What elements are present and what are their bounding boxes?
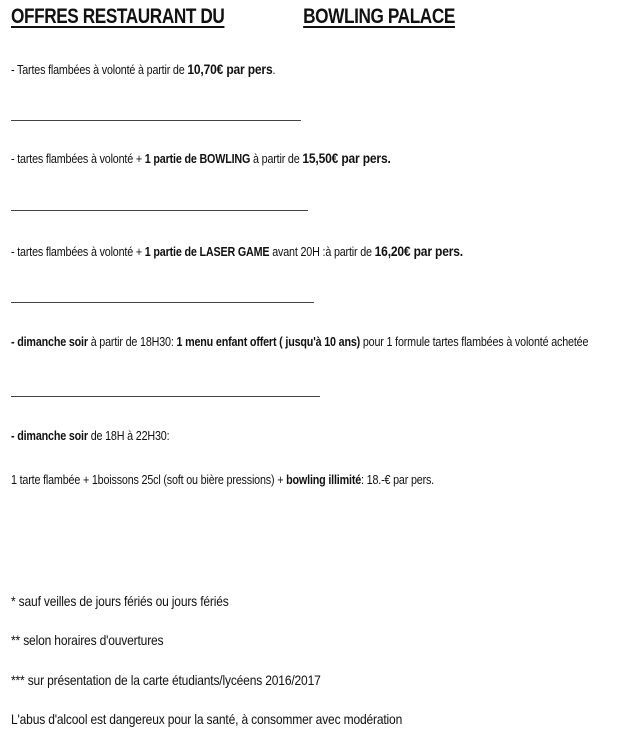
title-left: OFFRES RESTAURANT DU [11, 5, 225, 28]
offer-dimanche-enfant [11, 335, 588, 349]
offer-price: 15,50€ par pers. [302, 150, 391, 166]
separator-line [11, 210, 308, 211]
offer-text-end: pour 1 formule tartes flambées à volonté achetée [360, 335, 589, 349]
offer-price: 16,20€ par pers. [374, 243, 463, 259]
offer-text-mid: à partir de [250, 152, 303, 166]
offer-text: 1 tarte flambée + 1boissons 25cl (soft ou bière pressions) + [11, 473, 287, 487]
offer-day: - dimanche soir [11, 429, 88, 443]
offer-text-end: . [272, 63, 276, 77]
document-title [11, 5, 455, 29]
offer-text: à partir de 18H30: [87, 335, 177, 349]
offer-tartes-flambees [11, 61, 275, 77]
offer-text: - tartes flambées à volonté + [11, 245, 145, 259]
offer-highlight: 1 partie de LASER GAME [144, 245, 270, 259]
offer-text-mid: avant 20H :à partir de [269, 245, 375, 259]
offer-day: - dimanche soir [11, 335, 88, 349]
separator-line [11, 396, 320, 397]
offer-laser-game [11, 243, 463, 259]
offer-highlight: 1 partie de BOWLING [144, 152, 251, 166]
offer-highlight: bowling illimité [286, 473, 362, 487]
footnote-2: ** selon horaires d'ouvertures [11, 632, 164, 648]
offer-text: - tartes flambées à volonté + [11, 152, 145, 166]
offer-dimanche-horaires [11, 429, 169, 443]
offer-price: 10,70€ par pers [187, 61, 273, 77]
alcohol-warning: L'abus d'alcool est dangereux pour la santé, à consommer avec modération [11, 711, 403, 727]
footnote-1: * sauf veilles de jours fériés ou jours fériés [11, 593, 229, 609]
offer-bowling-illimite [11, 473, 434, 487]
offer-text: - Tartes flambées à volonté à partir de [11, 63, 188, 77]
offer-text: de 18H à 22H30: [87, 429, 170, 443]
offer-bowling [11, 150, 391, 166]
offer-highlight: 1 menu enfant offert ( jusqu'à 10 ans) [176, 335, 361, 349]
footnote-3: *** sur présentation de la carte étudiants/lycéens 2016/2017 [11, 672, 321, 688]
separator-line [11, 302, 314, 303]
offer-text-end: : 18.-€ par pers. [361, 473, 434, 487]
separator-line [11, 120, 301, 121]
title-right: BOWLING PALACE [303, 5, 455, 28]
